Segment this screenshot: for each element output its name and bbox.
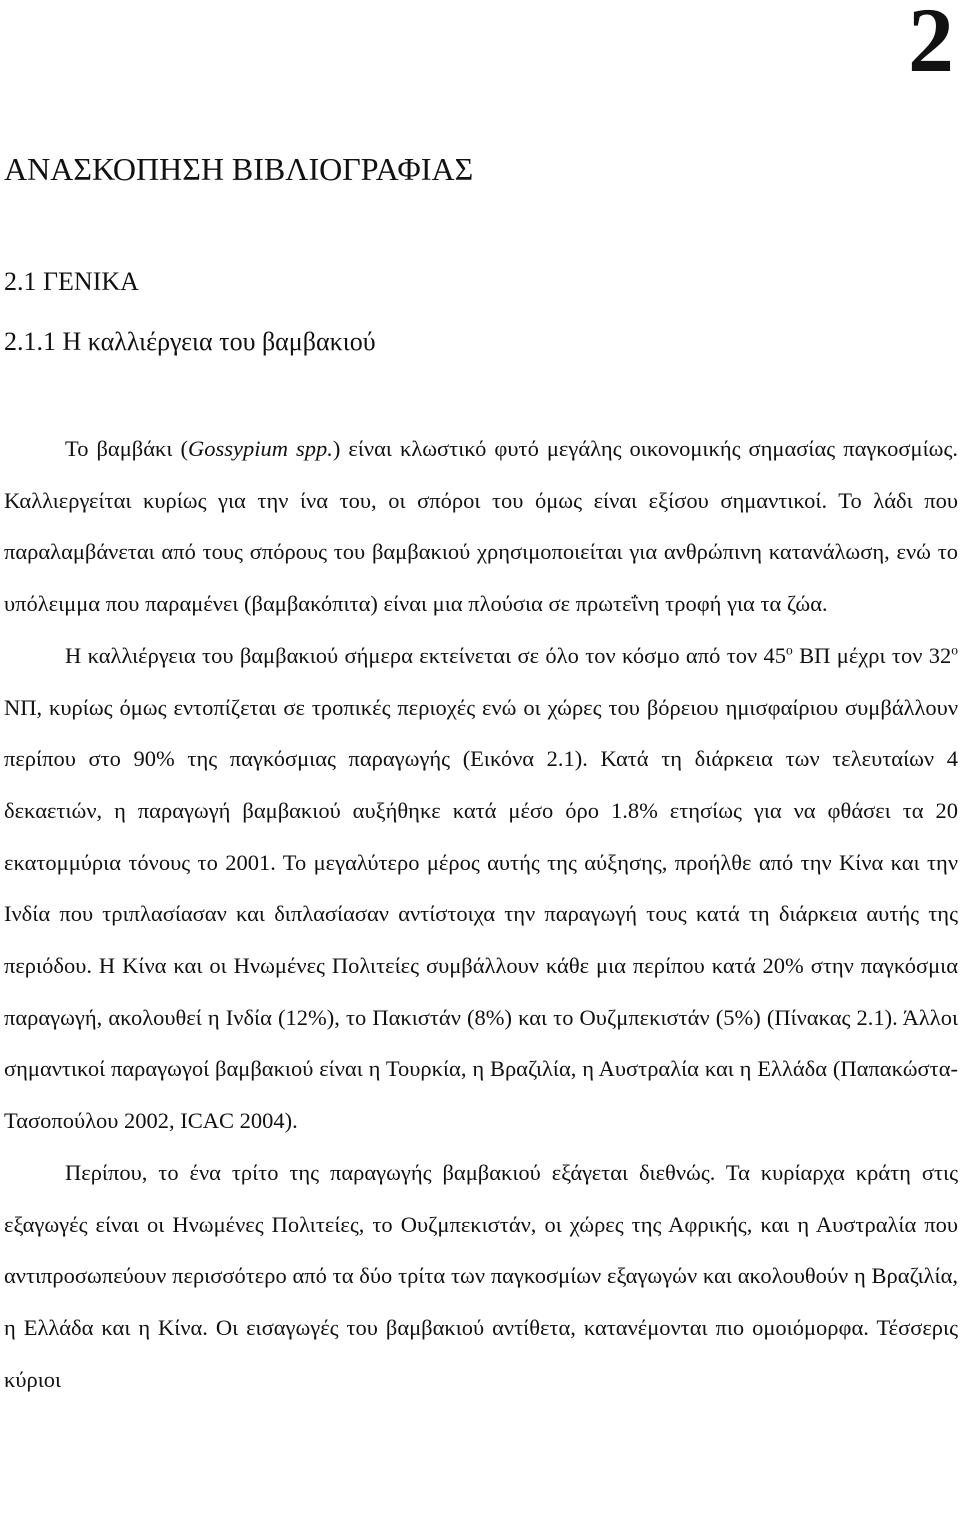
body-text: [4, 423, 958, 1405]
paragraph-2-part-2: ΒΠ μέχρι τον 32: [792, 642, 952, 668]
chapter-number: 2: [908, 0, 954, 91]
degree-superscript: ο: [786, 642, 793, 658]
subsection-title: 2.1.1 Η καλλιέργεια του βαμβακιού: [4, 327, 376, 356]
species-name: Gossypium spp.: [187, 436, 333, 461]
paragraph-2-part-1: Η καλλιέργεια του βαμβακιού σήμερα εκτείνεται σε όλο τον κόσμο από τον 45: [65, 642, 787, 668]
paragraph-3: Περίπου, το ένα τρίτο της παραγωγής βαμβακιού εξάγεται διεθνώς. Τα κυρίαρχα κράτη στις εξαγωγές είναι οι Ηνωμένες Πολιτείες, το Ουζμπεκιστάν, οι χώρες της Αφρικής, και η Αυστραλία που αντιπροσωπεύουν περισσότερο από τα δύο τρίτα των παγκοσμίων εξαγωγών και ακολουθούν η Βραζιλία, η Ελλάδα και η Κίνα. Οι εισαγωγές του βαμβακιού αντίθετα, κατανέμονται πιο ομοιόμορφα. Τέσσερις κύριοι: [4, 1159, 958, 1392]
paragraph-1-rest: ) είναι κλωστικό φυτό μεγάλης οικονομικής σημασίας παγκοσμίως. Καλλιεργείται κυρίως για την ίνα του, οι σπόροι του όμως είναι εξίσου σημαντικοί. Το λάδι που παραλαμβάνεται από τους σπόρους του βαμβακιού χρησιμοποιείται για ανθρώπινη κατανάλωση, ενώ το υπόλειμμα που παραμένει (βαμβακόπιτα) είναι μια πλούσια σε πρωτεΐνη τροφή για τα ζώα.: [4, 436, 958, 617]
section-title: 2.1 ΓΕΝΙΚΑ: [4, 267, 139, 296]
paragraph-1-start: Το βαμβάκι (: [65, 436, 188, 461]
paragraph-1: [4, 423, 958, 630]
chapter-title: ΑΝΑΣΚΟΠΗΣΗ ΒΙΒΛΙΟΓΡΑΦΙΑΣ: [4, 151, 474, 187]
paragraph-2: [4, 630, 958, 1147]
paragraph-2-part-3: ΝΠ, κυρίως όμως εντοπίζεται σε τροπικές περιοχές ενώ οι χώρες του βόρειου ημισφαίριου συμβάλλουν περίπου στο 90% της παγκόσμιας παραγωγής (Εικόνα 2.1). Κατά τη διάρκεια των τελευταίων 4 δεκαετιών, η παραγωγή βαμβακιού αυξήθηκε κατά μέσο όρο 1.8% ετησίως για να φθάσει τα 20 εκατομμύρια τόνους το 2001. Το μεγαλύτερο μέρος αυτής της αύξησης, προήλθε από την Κίνα και την Ινδία που τριπλασίασαν και διπλασίασαν αντίστοιχα την παραγωγή τους κατά τη διάρκεια αυτής της περιόδου. Η Κίνα και οι Ηνωμένες Πολιτείες συμβάλλουν κάθε μια περίπου κατά 20% στην παγκόσμια παραγωγή, ακολουθεί η Ινδία (12%), το Πακιστάν (8%) και το Ουζμπεκιστάν (5%) (Πίνακας 2.1). Άλλοι σημαντικοί παραγωγοί βαμβακιού είναι η Τουρκία, η Βραζιλία, η Αυστραλία και η Ελλάδα (Παπακώστα-Τασοπούλου 2002, ICAC 2004).: [4, 694, 958, 1134]
degree-superscript: ο: [951, 642, 958, 658]
